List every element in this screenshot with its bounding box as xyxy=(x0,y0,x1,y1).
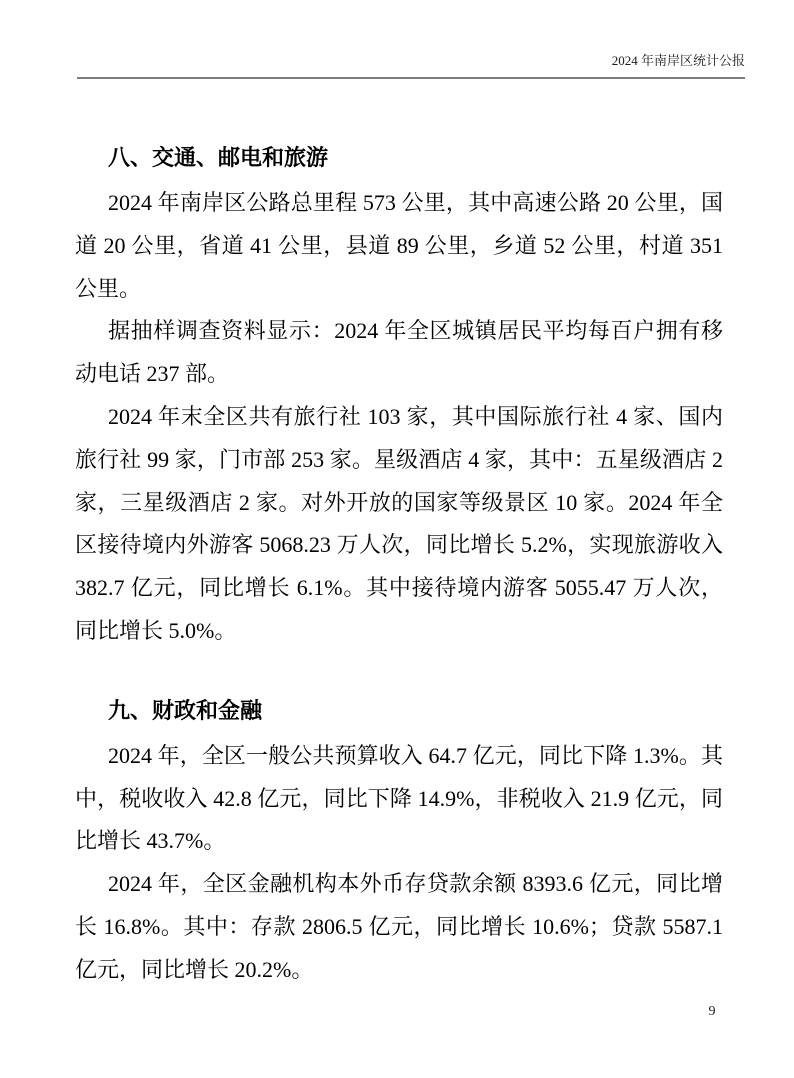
running-header-title: 2024 年南岸区统计公报 xyxy=(611,53,745,68)
paragraph-deposits-loans: 2024 年，全区金融机构本外币存贷款余额 8393.6 亿元，同比增长 16.8%。其中：存款 2806.5 亿元，同比增长 10.6%；贷款 5587.1 亿元，同比增长 20.2%。 xyxy=(75,871,723,982)
section-title-finance: 九、财政和金融 xyxy=(108,697,263,723)
page-number: 9 xyxy=(708,1004,716,1019)
section-transport-post-tourism xyxy=(75,143,723,653)
section-title-transport-post-tourism: 八、交通、邮电和旅游 xyxy=(108,145,329,170)
paragraph-public-budget: 2024 年，全区一般公共预算收入 64.7 亿元，同比下降 1.3%。其中，税收收入 42.8 亿元，同比下降 14.9%，非税收入 21.9 亿元，同比增长 43.7%。 xyxy=(75,742,723,854)
paragraph-road-mileage: 2024 年南岸区公路总里程 573 公里，其中高速公路 20 公里，国道 20 公里，省道 41 公里，县道 89 公里，乡道 52 公里，村道 351 公里。 xyxy=(75,190,723,301)
running-header xyxy=(77,52,745,79)
section-finance xyxy=(75,696,723,992)
paragraph-mobile-phones: 据抽样调查资料显示：2024 年全区城镇居民平均每百户拥有移动电话 237 部。 xyxy=(75,318,723,387)
paragraph-tourism: 2024 年末全区共有旅行社 103 家，其中国际旅行社 4 家、国内旅行社 99 家，门市部 253 家。星级酒店 4 家，其中：五星级酒店 2 家，三星级酒店 2 家。对外开放的国家等级景区 10 家。2024 年全区接待境内外游客 5068.23 万人次，同比增长 5.2%，实现旅游收入 382.7 亿元，同比增长 6.1%。其中接待境内游客 5055.47 万人次，同比增长 5.0%。 xyxy=(75,403,723,643)
document-body xyxy=(75,143,723,992)
